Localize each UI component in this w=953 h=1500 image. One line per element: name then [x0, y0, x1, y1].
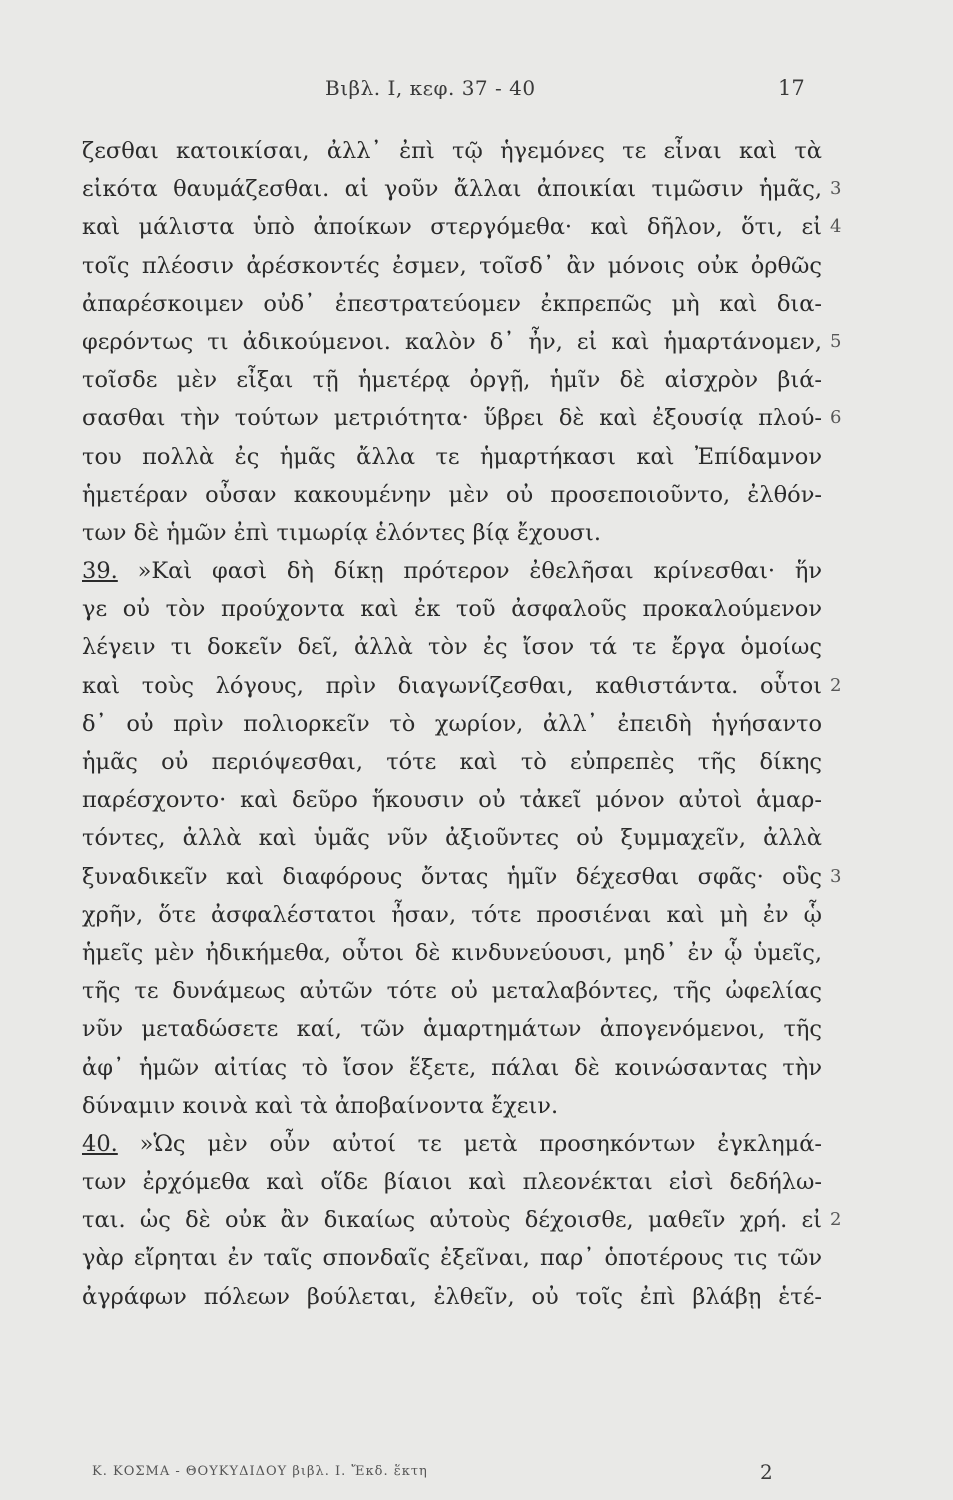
line-text: τοῖσδε μὲν εἶξαι τῇ ἡμετέρᾳ ὀργῇ, ἡμῖν δὲ αἰσχρὸν βιά-: [82, 367, 822, 394]
line-text: λέγειν τι δοκεῖν δεῖ, ἀλλὰ τὸν ἐς ἴσον τά τε ἔργα ὁμοίως: [82, 634, 822, 661]
margin-sentence-number: 5: [830, 330, 842, 352]
line-text: γὰρ εἴρηται ἐν ταῖς σπονδαῖς ἐξεῖναι, παρ᾽ ὁποτέρους τις τῶν: [82, 1245, 822, 1272]
page-header: [0, 76, 953, 106]
section-number: 39.: [82, 558, 118, 585]
line-text: σασθαι τὴν τούτων μετριότητα· ὕβρει δὲ καὶ ἐξουσίᾳ πλού-: [82, 405, 822, 432]
line-text: χρῆν, ὅτε ἀσφαλέστατοι ἦσαν, τότε προσιέναι καὶ μὴ ἐν ᾧ: [82, 901, 822, 928]
page-number: 17: [778, 76, 805, 100]
line-text: τόντες, ἀλλὰ καὶ ὑμᾶς νῦν ἀξιοῦντες οὐ ξυμμαχεῖν, ἀλλὰ: [82, 825, 822, 852]
line-text: φερόντως τι ἀδικούμενοι. καλὸν δ᾽ ἦν, εἰ καὶ ἡμαρτάνομεν,: [82, 328, 822, 355]
line-text: νῦν μεταδώσετε καί, τῶν ἁμαρτημάτων ἀπογενόμενοι, τῆς: [82, 1016, 822, 1043]
text-line: [82, 285, 822, 323]
line-text: καὶ μάλιστα ὑπὸ ἀποίκων στεργόμεθα· καὶ δῆλον, ὅτι, εἰ: [82, 214, 822, 241]
text-line: [82, 247, 822, 285]
line-text: των ἐρχόμεθα καὶ οἵδε βίαιοι καὶ πλεονέκται εἰσὶ δεδήλω-: [82, 1169, 822, 1196]
text-line: [82, 1163, 822, 1201]
line-text: ται. ὡς δὲ οὐκ ἂν δικαίως αὐτοὺς δέχοισθε, μαθεῖν χρή. εἰ: [82, 1207, 822, 1234]
line-text: δ᾽ οὐ πρὶν πολιορκεῖν τὸ χωρίον, ἀλλ᾽ ἐπειδὴ ἡγήσαντο: [82, 710, 822, 737]
text-line: [82, 361, 822, 399]
printer-signature: Κ. ΚΟΣΜΑ - ΘΟΥΚΥΔΙΔΟΥ βιβλ. Ι. Ἔκδ. ἕκτη: [92, 1464, 428, 1479]
text-line: [82, 858, 842, 896]
line-text: παρέσχοντο· καὶ δεῦρο ἥκουσιν οὐ τἀκεῖ μόνον αὐτοὶ ἁμαρ-: [82, 787, 822, 814]
text-line: [82, 170, 842, 208]
text-line: [82, 1087, 822, 1125]
section-number: 40.: [82, 1130, 118, 1157]
line-text: ἡμετέραν οὖσαν κακουμένην μὲν οὐ προσεποιοῦντο, ἐλθόν-: [82, 481, 822, 508]
line-text: καὶ τοὺς λόγους, πρὶν διαγωνίζεσθαι, καθιστάντα. οὗτοι: [82, 672, 822, 699]
text-line: [82, 705, 822, 743]
text-line: [82, 552, 822, 590]
line-text: των δὲ ἡμῶν ἐπὶ τιμωρίᾳ ἑλόντες βίᾳ ἔχουσι.: [82, 519, 602, 546]
text-line: [82, 896, 822, 934]
text-line: [82, 476, 822, 514]
line-text: ξυναδικεῖν καὶ διαφόρους ὄντας ἡμῖν δέχεσθαι σφᾶς· οὓς: [82, 863, 822, 890]
line-text: »Ὡς μὲν οὖν αὐτοί τε μετὰ προσηκόντων ἐγκλημά-: [117, 1130, 822, 1157]
line-text: τοῖς πλέοσιν ἀρέσκοντές ἐσμεν, τοῖσδ᾽ ἂν μόνοις οὐκ ὀρθῶς: [82, 252, 822, 279]
line-text: ἡμεῖς μὲν ἠδικήμεθα, οὗτοι δὲ κινδυνεύουσι, μηδ᾽ ἐν ᾧ ὑμεῖς,: [82, 939, 822, 966]
text-line: [82, 819, 822, 857]
text-line: [82, 1278, 822, 1316]
line-text: δύναμιν κοινὰ καὶ τὰ ἀποβαίνοντα ἔχειν.: [82, 1092, 559, 1119]
text-line: [82, 399, 842, 437]
text-line: [82, 1125, 822, 1163]
text-line: [82, 323, 842, 361]
margin-sentence-number: 4: [830, 216, 842, 238]
text-line: [82, 1049, 822, 1087]
line-text: ἀπαρέσκοιμεν οὐδ᾽ ἐπεστρατεύομεν ἐκπρεπῶς μὴ καὶ δια-: [82, 290, 822, 317]
text-line: [82, 514, 822, 552]
line-text: ζεσθαι κατοικίσαι, ἀλλ᾽ ἐπὶ τῷ ἡγεμόνες τε εἶναι καὶ τὰ: [82, 138, 822, 164]
line-text: εἰκότα θαυμάζεσθαι. αἱ γοῦν ἄλλαι ἀποικίαι τιμῶσιν ἡμᾶς,: [82, 176, 822, 203]
text-line: [82, 1201, 842, 1239]
line-text: γε οὐ τὸν προύχοντα καὶ ἐκ τοῦ ἀσφαλοῦς προκαλούμενον: [82, 596, 822, 623]
line-text: ἀφ᾽ ἡμῶν αἰτίας τὸ ἴσον ἕξετε, πάλαι δὲ κοινώσαντας τὴν: [82, 1054, 822, 1081]
running-head: Βιβλ. Ι, κεφ. 37 - 40: [325, 76, 536, 100]
text-body: [82, 132, 842, 1316]
margin-sentence-number: 6: [830, 407, 842, 429]
margin-sentence-number: 3: [830, 178, 842, 200]
text-line: [82, 628, 822, 666]
line-text: ἡμᾶς οὐ περιόψεσθαι, τότε καὶ τὸ εὐπρεπὲς τῆς δίκης: [82, 749, 822, 775]
text-line: [82, 590, 822, 628]
text-line: [82, 667, 842, 705]
text-line: [82, 208, 842, 246]
margin-sentence-number: 3: [830, 865, 842, 887]
line-text: ἀγράφων πόλεων βούλεται, ἐλθεῖν, οὐ τοῖς ἐπὶ βλάβῃ ἑτέ-: [82, 1283, 822, 1310]
page-footer: [0, 1460, 953, 1488]
line-text: του πολλὰ ἐς ἡμᾶς ἄλλα τε ἡμαρτήκασι καὶ Ἐπίδαμνον: [82, 443, 822, 470]
margin-sentence-number: 2: [830, 674, 842, 696]
margin-sentence-number: 2: [830, 1209, 842, 1231]
text-line: [82, 1239, 822, 1277]
line-text: τῆς τε δυνάμεως αὐτῶν τότε οὐ μεταλαβόντες, τῆς ὠφελίας: [82, 978, 822, 1005]
text-line: [82, 781, 822, 819]
text-line: [82, 972, 822, 1010]
signature-mark: 2: [760, 1460, 773, 1484]
text-line: [82, 934, 822, 972]
text-line: [82, 132, 822, 170]
text-line: [82, 743, 822, 781]
text-line: [82, 1010, 822, 1048]
line-text: »Καὶ φασὶ δὴ δίκῃ πρότερον ἐθελῆσαι κρίνεσθαι· ἥν: [117, 558, 822, 585]
text-line: [82, 438, 822, 476]
